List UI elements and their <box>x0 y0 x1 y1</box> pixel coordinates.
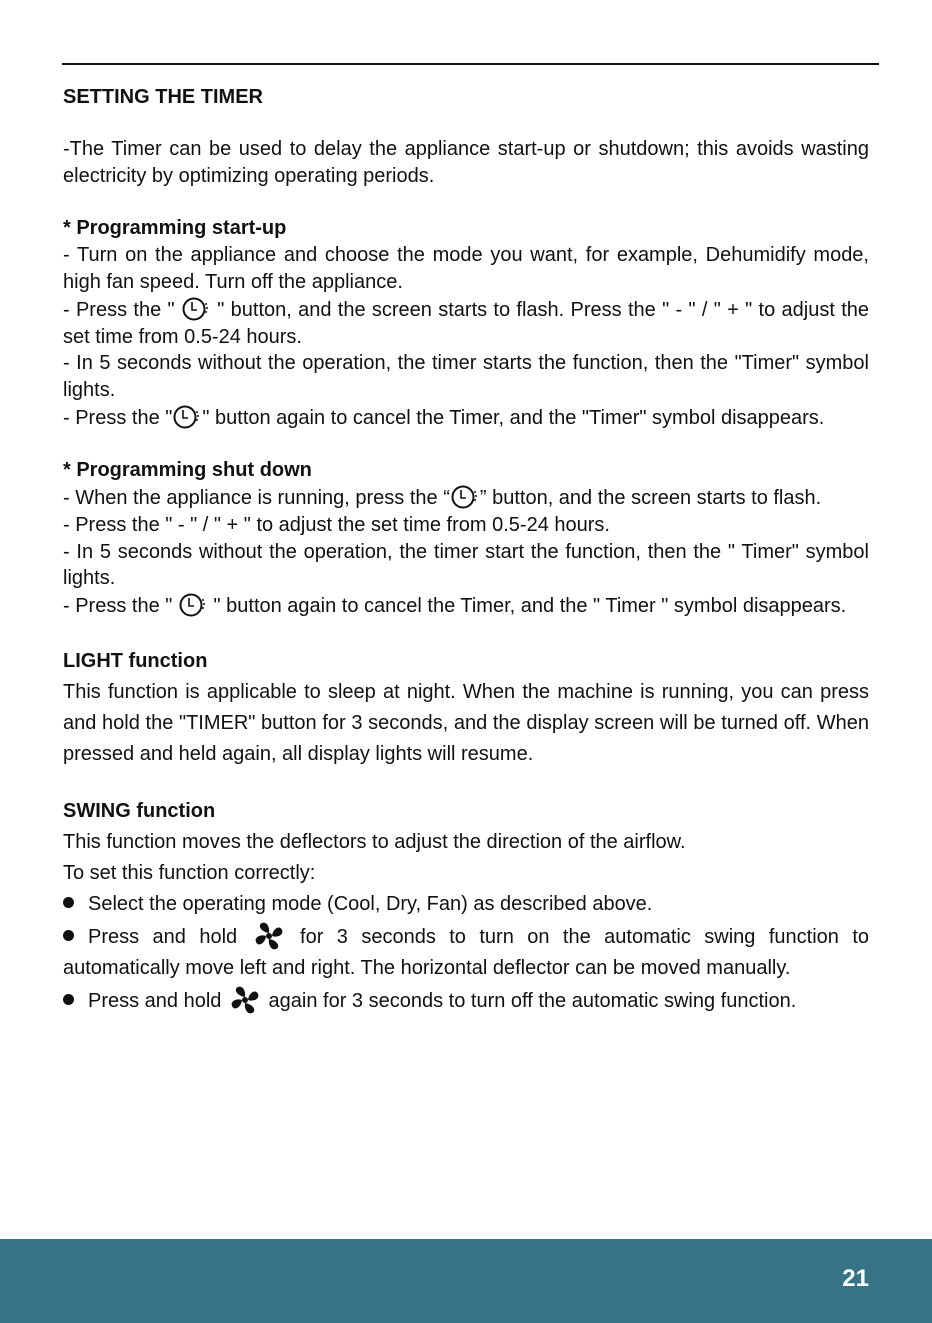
startup-step-4-text-a: - Press the " <box>63 406 173 429</box>
bullet-dot <box>63 930 74 941</box>
shutdown-step-2: - Press the " - " / " + " to adjust the set time from 0.5-24 hours. <box>63 514 610 537</box>
page-content <box>63 84 869 1017</box>
light-section-title: LIGHT function <box>63 649 208 672</box>
startup-step-2-text-a: - Press the " <box>63 298 181 321</box>
shutdown-step-3: - In 5 seconds without the operation, the timer start the function, then the " Timer" symbol lights. <box>63 540 869 590</box>
swing-section-title: SWING function <box>63 799 216 822</box>
header-rule <box>62 63 879 65</box>
shutdown-step-4 <box>63 592 869 620</box>
startup-step-2 <box>63 296 869 350</box>
clock-icon <box>450 484 480 510</box>
fan-icon <box>251 920 287 952</box>
shutdown-step-1-text-b: ” button, and the screen starts to flash. <box>479 487 822 510</box>
shutdown-step-1-text-a: - When the appliance is running, press the “ <box>63 487 450 510</box>
fan-icon <box>227 984 263 1016</box>
swing-bullet-3-text-a: Press and hold <box>88 989 227 1012</box>
swing-line-2: To set this function correctly: <box>63 861 316 884</box>
startup-step-4 <box>63 404 869 432</box>
startup-step-4-text-b: " button again to cancel the Timer, and the "Timer" symbol disappears. <box>202 406 825 429</box>
swing-bullet-2 <box>63 920 869 984</box>
shutdown-title: * Programming shut down <box>63 459 312 482</box>
footer-bar <box>0 1239 932 1323</box>
startup-step-1: - Turn on the appliance and choose the mode you want, for example, Dehumidify mode, high fan speed. Turn off the appliance. <box>63 244 869 294</box>
swing-bullet-1-text: Select the operating mode (Cool, Dry, Fan) as described above. <box>88 892 653 915</box>
timer-intro: -The Timer can be used to delay the appliance start-up or shutdown; this avoids wasting electricity by optimizing operating periods. <box>63 138 869 187</box>
swing-bullet-3-text-b: again for 3 seconds to turn off the automatic swing function. <box>262 989 797 1012</box>
bullet-dot <box>63 897 74 908</box>
page-number: 21 <box>842 1265 869 1292</box>
clock-icon <box>181 296 211 322</box>
startup-step-3: - In 5 seconds without the operation, the timer starts the function, then the "Timer" symbol lights. <box>63 352 869 401</box>
swing-bullet-2-text-a: Press and hold <box>88 925 251 948</box>
clock-icon <box>172 404 202 430</box>
swing-bullet-3 <box>63 984 869 1017</box>
clock-icon <box>178 592 208 618</box>
startup-title: * Programming start-up <box>63 217 287 240</box>
timer-section-title: SETTING THE TIMER <box>63 86 263 108</box>
bullet-dot <box>63 994 74 1005</box>
shutdown-step-4-text-b: " button again to cancel the Timer, and the " Timer " symbol disappears. <box>207 595 847 618</box>
swing-bullet-1 <box>63 889 869 920</box>
shutdown-step-1 <box>63 484 869 512</box>
light-text: This function is applicable to sleep at night. When the machine is running, you can press and hold the "TIMER" button for 3 seconds, and the display screen will be turned off. When pressed and held again, all display lights will resume. <box>63 680 869 765</box>
shutdown-step-4-text-a: - Press the " <box>63 595 178 618</box>
swing-bullet-2-text-b: for 3 seconds to turn on the automatic swing function to automatically move left and right. The horizontal deflector can be moved manually. <box>63 925 869 979</box>
startup-step-2-text-b: " button, and the screen starts to flash. Press the " - " / " + " to adjust the set time from 0.5-24 hours. <box>63 298 869 348</box>
swing-line-1: This function moves the deflectors to adjust the direction of the airflow. <box>63 830 686 853</box>
